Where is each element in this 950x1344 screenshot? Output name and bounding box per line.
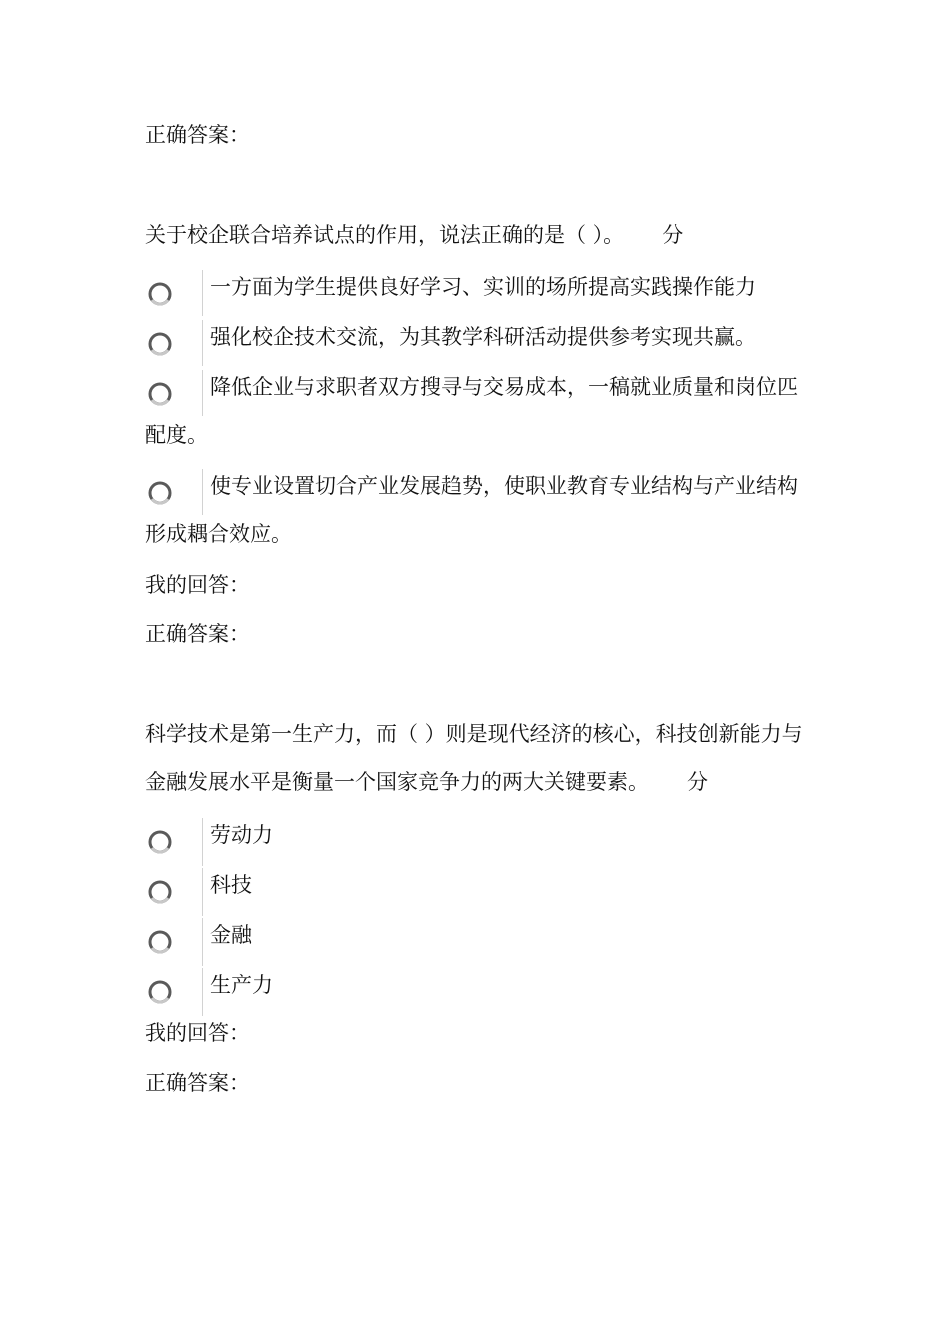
option-separator xyxy=(202,968,203,1016)
radio-circle-icon xyxy=(147,331,173,357)
my-answer-label-q1: 我的回答： xyxy=(145,573,250,597)
correct-answer-label-q2: 正确答案： xyxy=(145,1071,250,1095)
radio-circle-icon xyxy=(147,979,173,1005)
radio-option-c-q2[interactable] xyxy=(147,929,173,955)
option-separator xyxy=(202,320,203,366)
option-separator xyxy=(202,818,203,866)
option-d-text-q2: 生产力 xyxy=(210,973,273,997)
option-separator xyxy=(202,270,203,316)
radio-circle-icon xyxy=(147,929,173,955)
option-a-text-q2: 劳动力 xyxy=(210,823,273,847)
option-b-text-q2: 科技 xyxy=(210,873,252,897)
question-stem-q1 xyxy=(145,220,683,250)
radio-circle-icon xyxy=(147,829,173,855)
question-text: 科学技术是第一生产力，而（ ）则是现代经济的核心，科技创新能力与金融发展水平是衡量一个国家竞争力的两大关键要素。 xyxy=(145,722,803,794)
option-c-text-q2: 金融 xyxy=(210,923,252,947)
question-text: 关于校企联合培养试点的作用，说法正确的是（ ）。 xyxy=(145,223,625,247)
radio-option-d-q2[interactable] xyxy=(147,979,173,1005)
option-separator xyxy=(202,868,203,916)
radio-option-b-q1[interactable] xyxy=(147,331,173,357)
option-d-text-q1: 使专业设置切合产业发展趋势，使职业教育专业结构与产业结构形成耦合效应。 xyxy=(145,474,798,546)
radio-option-a-q2[interactable] xyxy=(147,829,173,855)
option-separator xyxy=(202,918,203,966)
radio-option-b-q2[interactable] xyxy=(147,879,173,905)
option-b-text-q1: 强化校企技术交流，为其教学科研活动提供参考实现共赢。 xyxy=(210,325,756,349)
score-label: 分 xyxy=(662,223,684,247)
radio-option-a-q1[interactable] xyxy=(147,281,173,307)
correct-answer-label-q0: 正确答案： xyxy=(145,123,250,147)
radio-circle-icon xyxy=(147,281,173,307)
option-c-text-q1: 降低企业与求职者双方搜寻与交易成本，一稿就业质量和岗位匹配度。 xyxy=(145,375,798,447)
option-a-text-q1: 一方面为学生提供良好学习、实训的场所提高实践操作能力 xyxy=(210,275,756,299)
correct-answer-label-q1: 正确答案： xyxy=(145,622,250,646)
score-label: 分 xyxy=(687,770,708,794)
my-answer-label-q2: 我的回答： xyxy=(145,1021,250,1045)
radio-circle-icon xyxy=(147,879,173,905)
question-stem-q2 xyxy=(145,710,810,806)
